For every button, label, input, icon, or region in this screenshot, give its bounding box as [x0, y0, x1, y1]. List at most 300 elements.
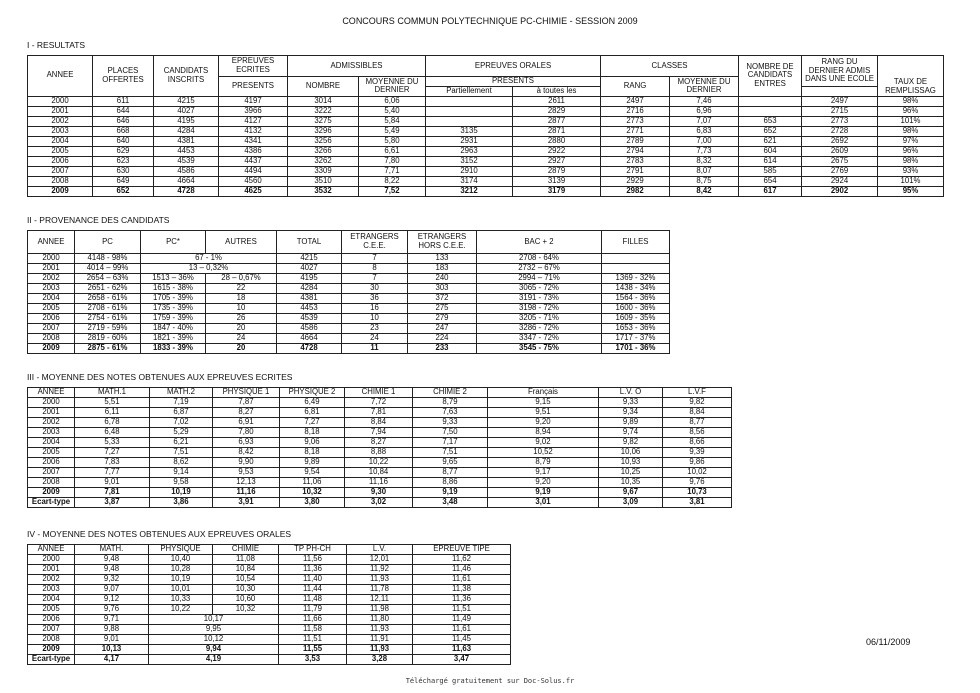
table-cell: 1615 - 38%	[141, 284, 206, 294]
row-label: 2001	[28, 564, 75, 574]
table-cell: 67 - 1%	[141, 254, 277, 264]
table-cell: 9,01	[75, 477, 150, 487]
table-cell: 7,77	[75, 467, 150, 477]
table-cell: 8,07	[670, 166, 739, 176]
table-cell: 4197	[219, 96, 288, 106]
table-cell: 11,06	[280, 477, 345, 487]
table-cell	[602, 254, 670, 264]
table-cell: 3,02	[345, 497, 413, 507]
document-date: 06/11/2009	[866, 637, 911, 647]
table-row	[28, 447, 732, 457]
section-title-oraux: IV - MOYENNE DES NOTES OBTENUES AUX EPREUVES ORALES	[27, 529, 292, 539]
row-label: 2005	[28, 447, 75, 457]
table-cell: 2719 - 59%	[75, 324, 141, 334]
table-cell: 3174	[426, 176, 513, 186]
section-title-provenance: II - PROVENANCE DES CANDIDATS	[27, 215, 170, 225]
header-chimie2: CHIMIE 2	[413, 388, 488, 398]
table-row	[28, 624, 511, 634]
table-cell: 2994 – 71%	[477, 274, 602, 284]
row-label: 2000	[28, 554, 75, 564]
row-label: 2007	[28, 467, 75, 477]
table-row	[28, 136, 944, 146]
table-cell: 133	[408, 254, 477, 264]
table-cell: 4381	[277, 294, 342, 304]
row-label: Ecart-type	[28, 654, 75, 664]
table-cell: 11,36	[413, 594, 511, 604]
row-label: 2001	[28, 407, 75, 417]
table-cell: 3532	[288, 186, 359, 196]
table-cell: 11,78	[347, 584, 413, 594]
table-row	[28, 304, 670, 314]
table-cell: 8,84	[663, 407, 732, 417]
table-cell: 4215	[154, 96, 219, 106]
table-cell: 652	[739, 126, 802, 136]
row-label: 2008	[28, 334, 75, 344]
table-cell: 1705 - 39%	[141, 294, 206, 304]
table-cell: 3,48	[413, 497, 488, 507]
table-cell: 9,32	[75, 574, 149, 584]
table-row	[28, 116, 944, 126]
table-cell: 7,17	[413, 437, 488, 447]
table-row	[28, 186, 944, 196]
table-cell: 9,12	[75, 594, 149, 604]
table-cell: 5,33	[75, 437, 150, 447]
table-row	[28, 314, 670, 324]
table-cell: 11,36	[279, 564, 347, 574]
table-cell: 7,83	[75, 457, 150, 467]
table-cell: 97%	[878, 136, 944, 146]
table-row	[28, 554, 511, 564]
table-cell: 6,81	[280, 407, 345, 417]
table-cell: 9,20	[488, 417, 599, 427]
table-cell: 7,27	[75, 447, 150, 457]
table-row	[28, 457, 732, 467]
header-lv: L.V.	[347, 545, 413, 555]
table-row	[28, 487, 732, 497]
row-label: 2002	[28, 274, 75, 284]
header-presents: PRESENTS	[219, 77, 288, 97]
table-cell: 10,28	[149, 564, 213, 574]
table-cell: 2771	[601, 126, 670, 136]
table-cell: 11,98	[347, 604, 413, 614]
row-label: 2005	[28, 304, 75, 314]
row-label: 2001	[28, 264, 75, 274]
table-cell: 4494	[219, 166, 288, 176]
table-cell: 8,88	[345, 447, 413, 457]
table-cell: 6,78	[75, 417, 150, 427]
table-cell: 2794	[601, 146, 670, 156]
table-row	[28, 294, 670, 304]
table-cell: 101%	[878, 116, 944, 126]
header-a-toutes-les: à toutes les	[513, 86, 601, 96]
table-cell: 9,65	[413, 457, 488, 467]
table-cell: 2675	[802, 156, 878, 166]
table-cell: 10,02	[663, 467, 732, 477]
table-cell: 247	[408, 324, 477, 334]
table-cell: 11,63	[413, 644, 511, 654]
table-cell: 20	[206, 344, 277, 354]
table-cell: 11,56	[279, 554, 347, 564]
table-cell: 11,61	[413, 574, 511, 584]
table-cell: 279	[408, 314, 477, 324]
table-cell: 7,51	[413, 447, 488, 457]
table-cell: 9,19	[488, 487, 599, 497]
table-cell: 3286 - 72%	[477, 324, 602, 334]
table-cell: 2931	[426, 136, 513, 146]
header-pc-star: PC*	[141, 231, 206, 254]
row-label: 2004	[28, 136, 93, 146]
table-cell: 9,14	[150, 467, 213, 477]
table-cell: 9,33	[413, 417, 488, 427]
table-cell: 1513 – 36%	[141, 274, 206, 284]
table-cell: 2497	[802, 96, 878, 106]
table-cell: 1701 - 36%	[602, 344, 670, 354]
row-label: 2006	[28, 614, 75, 624]
table-cell: 4728	[154, 186, 219, 196]
table-cell: 8,42	[213, 447, 280, 457]
table-cell: 614	[739, 156, 802, 166]
table-cell: 224	[408, 334, 477, 344]
table-cell: 4664	[277, 334, 342, 344]
table-cell: 183	[408, 264, 477, 274]
table-cell: 7,52	[359, 186, 426, 196]
table-cell: 7,81	[75, 487, 150, 497]
table-cell: 10,52	[488, 447, 599, 457]
table-cell: 2963	[426, 146, 513, 156]
header-annee: ANNEE	[28, 56, 93, 97]
table-cell: 9,58	[150, 477, 213, 487]
table-cell: 5,40	[359, 106, 426, 116]
table-cell: 2789	[601, 136, 670, 146]
table-cell: 4381	[154, 136, 219, 146]
header-nombre: NOMBRE	[288, 77, 359, 97]
table-row	[28, 126, 944, 136]
table-cell: 9,06	[280, 437, 345, 447]
table-cell: 4284	[154, 126, 219, 136]
table-cell: 585	[739, 166, 802, 176]
table-cell: 3309	[288, 166, 359, 176]
header-moyenne-dernier-admissible: MOYENNE DU DERNIER	[359, 77, 426, 97]
table-cell: 7,51	[150, 447, 213, 457]
table-cell: 10	[342, 314, 408, 324]
table-cell: 1369 - 32%	[602, 274, 670, 284]
table-cell: 8,66	[663, 437, 732, 447]
table-cell: 11,80	[347, 614, 413, 624]
table-cell: 2871	[513, 126, 601, 136]
table-cell: 9,89	[280, 457, 345, 467]
table-cell: 4453	[277, 304, 342, 314]
header-pc: PC	[75, 231, 141, 254]
header-chimie: CHIMIE	[213, 545, 279, 555]
table-row	[28, 437, 732, 447]
table-cell: 1653 - 36%	[602, 324, 670, 334]
header-etrangers-hors-cee: ETRANGERS HORS C.E.E.	[408, 231, 477, 254]
table-cell: 10,33	[149, 594, 213, 604]
header-etrangers-cee: ETRANGERS C.E.E.	[342, 231, 408, 254]
table-cell: 5,51	[75, 397, 150, 407]
table-cell: 1821 - 39%	[141, 334, 206, 344]
header-math: MATH.	[75, 545, 149, 555]
table-cell: 8,56	[663, 427, 732, 437]
table-cell: 4014 – 99%	[75, 264, 141, 274]
table-cell: 3,47	[413, 654, 511, 664]
table-cell: 22	[206, 284, 277, 294]
table-cell: 2880	[513, 136, 601, 146]
table-cell: 9,07	[75, 584, 149, 594]
table-cell: 7,80	[359, 156, 426, 166]
table-cell: 7,81	[345, 407, 413, 417]
table-cell: 8,42	[670, 186, 739, 196]
table-cell: 11,49	[413, 614, 511, 624]
table-row	[28, 146, 944, 156]
table-cell: 10,84	[345, 467, 413, 477]
header-math1: MATH.1	[75, 388, 150, 398]
table-cell: 640	[93, 136, 154, 146]
table-cell: 10,25	[599, 467, 663, 477]
table-row	[28, 106, 944, 116]
table-cell: 9,51	[488, 407, 599, 417]
row-label: 2005	[28, 146, 93, 156]
table-cell: 10,84	[213, 564, 279, 574]
table-cell: 646	[93, 116, 154, 126]
table-cell: 10,22	[149, 604, 213, 614]
row-label: 2000	[28, 254, 75, 264]
header-physique2: PHYSIQUE 2	[280, 388, 345, 398]
table-cell: 8,77	[413, 467, 488, 477]
table-cell: 652	[93, 186, 154, 196]
table-cell: 3296	[288, 126, 359, 136]
table-cell: 2982	[601, 186, 670, 196]
table-cell	[739, 106, 802, 116]
table-cell: 3,81	[663, 497, 732, 507]
table-cell: 4664	[154, 176, 219, 186]
table-cell: 2924	[802, 176, 878, 186]
table-cell: 16	[342, 304, 408, 314]
table-cell: 3,53	[279, 654, 347, 664]
table-cell: 10,60	[213, 594, 279, 604]
table-cell: 1833 - 39%	[141, 344, 206, 354]
table-cell: 4027	[277, 264, 342, 274]
table-cell: 7,94	[345, 427, 413, 437]
table-cell: 11,51	[279, 634, 347, 644]
table-row	[28, 334, 670, 344]
table-cell: 98%	[878, 96, 944, 106]
table-cell: 1609 - 35%	[602, 314, 670, 324]
table-cell	[426, 106, 513, 116]
table-cell: 8,22	[359, 176, 426, 186]
table-cell: 3139	[513, 176, 601, 186]
table-cell: 7,87	[213, 397, 280, 407]
header-autres: AUTRES	[206, 231, 277, 254]
table-cell: 10	[206, 304, 277, 314]
header-epreuve-tipe: EPREUVE TIPE	[413, 545, 511, 555]
table-cell: 7,00	[670, 136, 739, 146]
table-cell: 2929	[601, 176, 670, 186]
table-cell: 372	[408, 294, 477, 304]
table-cell: 9,33	[599, 397, 663, 407]
table-cell: 9,48	[75, 564, 149, 574]
resultats-table	[27, 55, 944, 197]
table-cell: 11,55	[279, 644, 347, 654]
table-cell: 10,54	[213, 574, 279, 584]
table-cell: 9,67	[599, 487, 663, 497]
table-cell: 10,13	[75, 644, 149, 654]
table-row	[28, 497, 732, 507]
table-cell: 653	[739, 116, 802, 126]
table-cell: 8,18	[280, 447, 345, 457]
table-cell: 12,13	[213, 477, 280, 487]
table-cell	[602, 264, 670, 274]
table-cell: 10,40	[149, 554, 213, 564]
table-cell: 2769	[802, 166, 878, 176]
table-cell	[739, 96, 802, 106]
footer-credit: Téléchargé gratuitement sur Doc-Solus.fr	[405, 677, 575, 685]
table-cell: 4195	[277, 274, 342, 284]
header-partiellement: Partiellement	[426, 86, 513, 96]
table-cell: 2728	[802, 126, 878, 136]
table-cell: 9,82	[599, 437, 663, 447]
table-row	[28, 344, 670, 354]
table-cell: 10,19	[149, 574, 213, 584]
table-cell: 7,19	[150, 397, 213, 407]
row-label: 2000	[28, 96, 93, 106]
table-cell: 11,93	[347, 624, 413, 634]
table-cell: 604	[739, 146, 802, 156]
table-cell: 2732 – 67%	[477, 264, 602, 274]
table-cell: 2715	[802, 106, 878, 116]
table-cell: 2875 - 61%	[75, 344, 141, 354]
table-cell: 630	[93, 166, 154, 176]
table-cell: 2658 - 61%	[75, 294, 141, 304]
header-admissibles: ADMISSIBLES	[288, 56, 426, 77]
table-cell: 36	[342, 294, 408, 304]
table-cell: 2829	[513, 106, 601, 116]
table-cell: 9,02	[488, 437, 599, 447]
oraux-table	[27, 544, 511, 665]
section-title-ecrits: III - MOYENNE DES NOTES OBTENUES AUX EPREUVES ECRITES	[27, 372, 293, 382]
table-cell: 3014	[288, 96, 359, 106]
table-cell: 7,63	[413, 407, 488, 417]
table-cell: 11,93	[347, 644, 413, 654]
table-cell: 1847 - 40%	[141, 324, 206, 334]
table-cell: 30	[342, 284, 408, 294]
header-nombre-candidats-entres: NOMBRE DE CANDIDATS ENTRES	[739, 56, 802, 97]
table-cell: 11,92	[347, 564, 413, 574]
table-cell: 5,49	[359, 126, 426, 136]
table-cell: 3,01	[488, 497, 599, 507]
table-cell: 6,48	[75, 427, 150, 437]
table-cell: 2497	[601, 96, 670, 106]
table-row	[28, 176, 944, 186]
row-label: 2006	[28, 314, 75, 324]
table-cell: 9,71	[75, 614, 149, 624]
table-row	[28, 264, 670, 274]
table-row	[28, 96, 944, 106]
table-cell: 7,73	[670, 146, 739, 156]
table-cell: 10,32	[213, 604, 279, 614]
table-cell: 11,45	[413, 634, 511, 644]
row-label: 2000	[28, 397, 75, 407]
table-cell: 7,72	[345, 397, 413, 407]
header-lvf: L.V.F	[663, 388, 732, 398]
row-label: 2009	[28, 344, 75, 354]
table-cell: 11,16	[213, 487, 280, 497]
table-cell: 8,27	[213, 407, 280, 417]
header-rang: RANG	[601, 77, 670, 97]
header-physique: PHYSIQUE	[149, 545, 213, 555]
table-row	[28, 397, 732, 407]
table-cell: 11,16	[345, 477, 413, 487]
table-cell: 10,06	[599, 447, 663, 457]
table-row	[28, 654, 511, 664]
table-cell: 4148 - 98%	[75, 254, 141, 264]
header-physique1: PHYSIQUE 1	[213, 388, 280, 398]
table-cell: 4027	[154, 106, 219, 116]
table-row	[28, 407, 732, 417]
row-label: 2003	[28, 584, 75, 594]
table-cell: 4,17	[75, 654, 149, 664]
table-cell: 11,48	[279, 594, 347, 604]
row-label: 2008	[28, 634, 75, 644]
row-label: 2002	[28, 116, 93, 126]
table-cell: 8,79	[488, 457, 599, 467]
table-cell: 3065 - 72%	[477, 284, 602, 294]
table-cell: 2651 - 62%	[75, 284, 141, 294]
table-cell: 23	[342, 324, 408, 334]
header-candidats-inscrits: CANDIDATS INSCRITS	[154, 56, 219, 97]
header-tp-ph-ch: TP PH-CH	[279, 545, 347, 555]
table-cell: 24	[206, 334, 277, 344]
table-cell: 2783	[601, 156, 670, 166]
table-cell: 9,54	[280, 467, 345, 477]
table-cell: 24	[342, 334, 408, 344]
table-cell: 10,32	[280, 487, 345, 497]
table-cell: 5,29	[150, 427, 213, 437]
table-cell: 3,28	[347, 654, 413, 664]
row-label: 2009	[28, 644, 75, 654]
table-cell: 11,62	[413, 554, 511, 564]
table-cell: 8,27	[345, 437, 413, 447]
header-lvo: L.V. O	[599, 388, 663, 398]
table-cell: 10,35	[599, 477, 663, 487]
table-cell: 2773	[802, 116, 878, 126]
table-row	[28, 634, 511, 644]
row-label: 2002	[28, 574, 75, 584]
table-cell: 11,79	[279, 604, 347, 614]
row-label: 2003	[28, 427, 75, 437]
table-cell: 9,94	[149, 644, 279, 654]
row-label: Ecart-type	[28, 497, 75, 507]
row-label: 2002	[28, 417, 75, 427]
table-cell: 11,51	[413, 604, 511, 614]
table-cell: 9,90	[213, 457, 280, 467]
table-cell: 7,50	[413, 427, 488, 437]
table-row	[28, 604, 511, 614]
row-label: 2003	[28, 126, 93, 136]
table-cell: 2611	[513, 96, 601, 106]
row-label: 2009	[28, 186, 93, 196]
table-cell: 9,20	[488, 477, 599, 487]
table-cell: 9,17	[488, 467, 599, 477]
table-cell: 4560	[219, 176, 288, 186]
table-cell: 1735 - 39%	[141, 304, 206, 314]
table-cell: 7,07	[670, 116, 739, 126]
table-cell: 275	[408, 304, 477, 314]
table-cell: 4586	[154, 166, 219, 176]
table-cell: 8,84	[345, 417, 413, 427]
table-cell: 233	[408, 344, 477, 354]
table-row	[28, 594, 511, 604]
